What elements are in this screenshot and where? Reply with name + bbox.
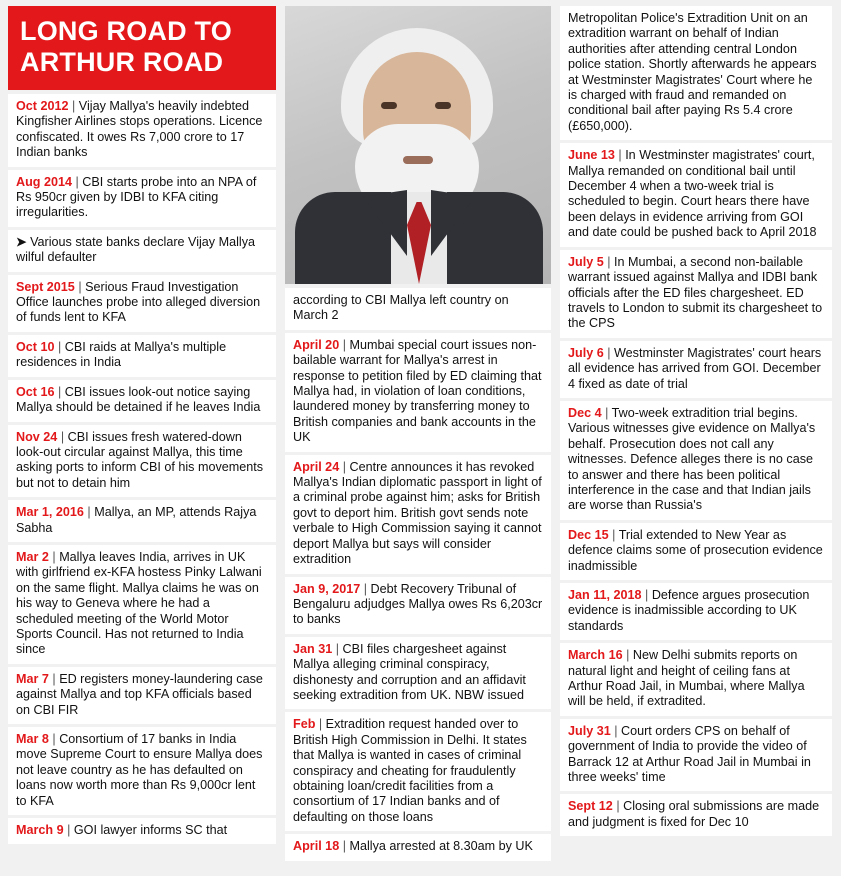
- entry-date: Feb: [293, 717, 316, 732]
- timeline-entry: [8, 170, 276, 227]
- entry-date: March 9: [16, 823, 64, 838]
- entry-separator: |: [645, 588, 649, 602]
- bullet-arrow-icon: ➤: [16, 234, 27, 249]
- timeline-entry: [285, 455, 551, 574]
- entry-separator: |: [342, 337, 346, 352]
- entry-separator: |: [607, 254, 611, 269]
- entry-text: GOI lawyer informs SC that: [73, 823, 228, 838]
- entry-separator: |: [87, 505, 91, 520]
- entry-date: July 5: [568, 254, 604, 269]
- entry-date: Jan 9, 2017: [293, 581, 361, 596]
- entry-text: Two-week extradition trial begins. Various witnesses give evidence on Mallya's behalf. Prosecution does not call any witnesses. Defence alleges there is no case to answer and there has been political interference in the case and that Indian jails are worse than Russia's: [568, 405, 816, 513]
- entry-text: Defence argues prosecution evidence is inadmissible according to UK standards: [568, 588, 810, 633]
- portrait-eye-right: [435, 102, 451, 109]
- entry-date: Dec 15: [568, 527, 609, 542]
- entry-date: April 24: [293, 459, 340, 474]
- vijay-mallya-portrait: [285, 6, 551, 284]
- entry-text: In Mumbai, a second non-bailable warrant issued against Mallya and IDBI bank officials after the ED files chargesheet. ED travels to London to submit its chargesheet to the CPS: [568, 254, 823, 331]
- entry-separator: |: [626, 648, 630, 663]
- column-3: [560, 6, 832, 870]
- entry-date: April 20: [293, 337, 340, 352]
- entry-date: July 6: [568, 345, 604, 360]
- entry-date: Mar 8: [16, 732, 49, 746]
- entry-separator: |: [58, 384, 62, 399]
- columns-container: [8, 6, 833, 870]
- timeline-entry: [8, 94, 276, 167]
- timeline-entry: [560, 250, 832, 338]
- entry-text: CBI starts probe into an NPA of Rs 950cr given by IDBI to KFA citing irregularities.: [16, 174, 257, 220]
- timeline-entry: [285, 834, 551, 860]
- entry-date: Mar 7: [16, 671, 49, 686]
- entry-date: Sept 2015: [16, 279, 75, 294]
- entry-separator: |: [342, 459, 346, 474]
- timeline-entry: [8, 727, 276, 815]
- entry-separator: |: [612, 527, 616, 542]
- timeline-entry: [8, 425, 276, 498]
- column-1: [8, 6, 276, 870]
- entry-separator: |: [616, 799, 620, 814]
- page-title: [8, 6, 276, 90]
- timeline-entry: [560, 719, 832, 792]
- entry-date: Jan 11, 2018: [568, 588, 642, 602]
- entry-text: according to CBI Mallya left country on March 2: [293, 293, 509, 323]
- entry-separator: |: [607, 345, 611, 360]
- entry-separator: |: [75, 174, 79, 189]
- entry-text: Court orders CPS on behalf of government of India to provide the video of Barrack 12 at Arthur Road Jail in Mumbai in three weeks' time: [568, 723, 811, 785]
- entry-text: Vijay Mallya's heavily indebted Kingfisher Airlines stops operations. Licence confiscated. It owes Rs 7,000 crore to 17 Indian banks: [16, 99, 263, 160]
- column-2: [285, 6, 551, 870]
- entry-separator: |: [318, 717, 323, 732]
- entry-date: Nov 24: [16, 429, 58, 444]
- entry-text: Westminster Magistrates' court hears all evidence has arrived from GOI. December 4 fixed as date of trial: [568, 345, 822, 391]
- timeline-entry: [8, 500, 276, 542]
- entry-separator: |: [52, 671, 56, 686]
- entry-text: New Delhi submits reports on natural light and height of ceiling fans at Arthur Road Jail, in Mumbai, where Mallya will be held, if extradited.: [568, 648, 805, 709]
- timeline-entry: [285, 637, 551, 710]
- entry-separator: |: [618, 148, 622, 163]
- portrait-mouth: [403, 156, 433, 164]
- entry-separator: |: [614, 723, 618, 738]
- entry-date: Aug 2014: [16, 174, 72, 189]
- entry-date: Mar 1, 2016: [16, 505, 84, 520]
- entry-separator: |: [52, 549, 56, 564]
- entry-separator: |: [67, 823, 71, 838]
- headline-line-2: ARTHUR ROAD: [20, 47, 224, 77]
- entry-date: Oct 2012: [16, 99, 69, 113]
- timeline-entry: [560, 341, 832, 398]
- entry-date: July 31: [568, 723, 611, 738]
- entry-text: Various state banks declare Vijay Mallya wilful defaulter: [16, 234, 255, 265]
- entry-text: Closing oral submissions are made and judgment is fixed for Dec 10: [568, 799, 820, 829]
- timeline-entry: [560, 401, 832, 520]
- entry-text: CBI raids at Mallya's multiple residences in India: [16, 339, 227, 370]
- entry-date: Sept 12: [568, 799, 613, 814]
- entry-separator: |: [605, 405, 609, 420]
- entry-separator: |: [72, 99, 76, 113]
- entry-separator: |: [342, 839, 346, 854]
- entry-text: Consortium of 17 banks in India move Supreme Court to ensure Mallya does not leave country as he has defaulted on loans now worth more than Rs 9,000cr lent to KFA: [16, 732, 263, 808]
- entry-date: Jan 31: [293, 641, 333, 656]
- timeline-entry: [8, 667, 276, 724]
- entry-text: In Westminster magistrates' court, Mallya remanded on conditional bail until December 4 when a two-week trial is scheduled to begin. Court hears there have been delays in evidence arriving from GOI and date could be pushed back to April 2018: [568, 148, 817, 240]
- entry-date: March 16: [568, 648, 623, 663]
- timeline-entry: [560, 583, 832, 640]
- entry-separator: |: [52, 732, 56, 746]
- entry-text: Mallya, an MP, attends Rajya Sabha: [16, 505, 257, 535]
- entry-date: June 13: [568, 148, 615, 163]
- timeline-entry: [8, 335, 276, 377]
- entry-text: Mallya leaves India, arrives in UK with girlfriend ex-KFA hostess Pinky Lalwani on the same flight. Mallya claims he was on his way to Geneva where he had a scheduled meeting of the World Motor Sports Council. Has not returned to India since: [16, 549, 262, 657]
- timeline-entry: [560, 6, 832, 140]
- timeline-column-2: [285, 288, 551, 861]
- entry-text: Extradition request handed over to British High Commission in Delhi. It states that Mallya is wanted in cases of criminal conspiracy and cheating for fraudulently obtaining loan/credit facilities from a consortium of 17 Indian banks and of defaulting on those loans: [293, 717, 527, 824]
- entry-text: Trial extended to New Year as defence claims some of prosecution evidence inadmissible: [568, 527, 823, 573]
- entry-text: CBI issues look-out notice saying Mallya should be detained if he leaves India: [16, 384, 261, 415]
- entry-text: Mumbai special court issues non-bailable warrant for Mallya's arrest in response to petition filed by ED claiming that Mallya had, in violation of loan conditions, laundered money by transferring money to British companies and bank accounts in the UK: [293, 337, 542, 445]
- timeline-column-1: [8, 94, 276, 844]
- entry-text: Metropolitan Police's Extradition Unit on an extradition warrant on behalf of Indian authorities after attending central London police station. Shortly afterwards he appears at Westminster Magistrates' Court where he is charged with fraud and remanded on conditional bail after paying Rs 5.4 crore (£650,000).: [568, 11, 817, 133]
- entry-separator: |: [363, 581, 367, 596]
- timeline-entry: [8, 230, 276, 272]
- timeline-column-3: [560, 6, 832, 836]
- entry-text: Centre announces it has revoked Mallya's Indian diplomatic passport in light of a criminal probe against him; asks for British govt to deport him. British govt sends note verbale to High Commission saying it cannot deport Mallya but says will consider extradition: [293, 459, 542, 567]
- portrait-eye-left: [381, 102, 397, 109]
- entry-text: CBI files chargesheet against Mallya alleging criminal conspiracy, dishonesty and corruption and an affidavit seeking extradition from UK. NBW issued: [293, 641, 526, 702]
- entry-text: Serious Fraud Investigation Office launches probe into alleged diversion of funds lent to KFA: [16, 279, 261, 325]
- entry-date: Mar 2: [16, 549, 49, 564]
- timeline-entry: [285, 288, 551, 330]
- entry-separator: |: [58, 339, 62, 354]
- entry-text: ED registers money-laundering case against Mallya and top KFA officials based on CBI FIR: [16, 671, 263, 717]
- entry-date: Oct 10: [16, 339, 55, 354]
- timeline-entry: [285, 577, 551, 634]
- entry-text: Debt Recovery Tribunal of Bengaluru adjudges Mallya owes Rs 6,203cr to banks: [293, 581, 543, 627]
- entry-separator: |: [335, 641, 339, 656]
- timeline-entry: [8, 818, 276, 844]
- timeline-entry: [560, 794, 832, 836]
- timeline-entry: [560, 143, 832, 246]
- entry-date: April 18: [293, 839, 340, 854]
- timeline-entry: [285, 333, 551, 452]
- entry-text: Mallya arrested at 8.30am by UK: [349, 839, 533, 854]
- entry-separator: |: [60, 429, 65, 444]
- entry-separator: |: [78, 279, 82, 294]
- entry-date: Dec 4: [568, 405, 602, 420]
- headline-line-1: LONG ROAD TO: [20, 16, 232, 46]
- entry-date: Oct 16: [16, 384, 55, 399]
- timeline-entry: [8, 380, 276, 422]
- timeline-entry: [560, 523, 832, 580]
- timeline-entry: [285, 712, 551, 831]
- timeline-entry: [8, 545, 276, 664]
- timeline-entry: [560, 643, 832, 716]
- timeline-entry: [8, 275, 276, 332]
- entry-text: CBI issues fresh watered-down look-out circular against Mallya, this time asking ports to inform CBI of his movements but not to detain him: [16, 429, 264, 490]
